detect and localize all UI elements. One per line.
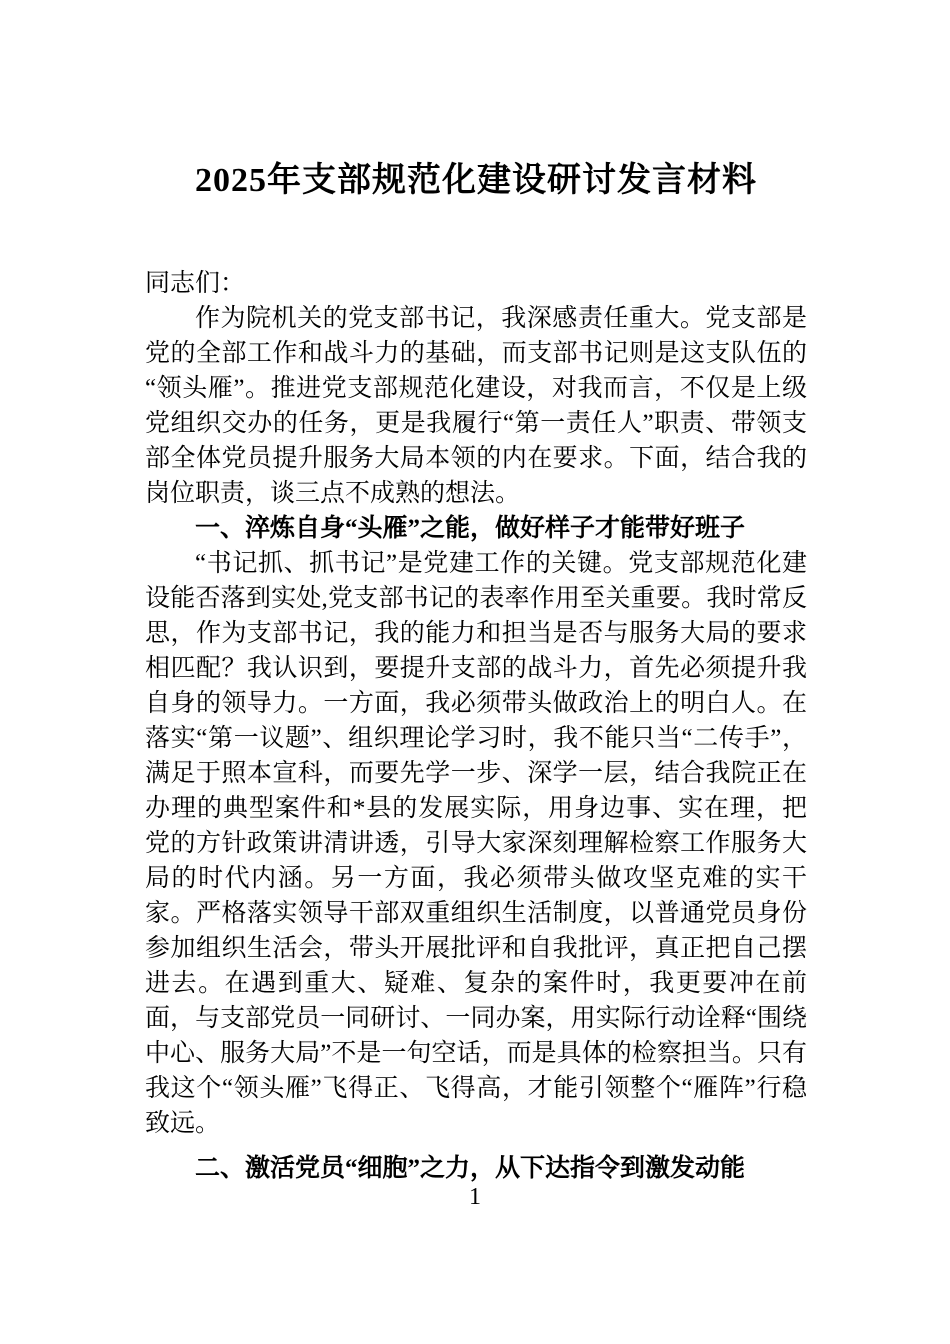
- page-number: 1: [469, 1184, 481, 1210]
- section-heading-2: 二、激活党员“细胞”之力，从下达指令到激发动能: [195, 1155, 746, 1182]
- paragraph-intro: 作为院机关的党支部书记，我深感责任重大。党支部是党的全部工作和战斗力的基础，而支部书记则是这支队伍的“领头雁”。推进党支部规范化建设，对我而言，不仅是上级党组织交办的任务，更是我履行“第一责任人”职责、带领支部全体党员提升服务大局本领的内在要求。下面，结合我的岗位职责，谈三点不成熟的想法。: [145, 305, 807, 507]
- paragraph-section-1-body: “书记抓、抓书记”是党建工作的关键。党支部规范化建设能否落到实处,党支部书记的表率作用至关重要。我时常反思，作为支部书记，我的能力和担当是否与服务大局的要求相匹配？我认识到，要提升支部的战斗力，首先必须提升我自身的领导力。一方面，我必须带头做政治上的明白人。在落实“第一议题”、组织理论学习时，我不能只当“二传手”，满足于照本宣科，而要先学一步、深学一层，结合我院正在办理的典型案件和*县的发展实际，用身边事、实在理，把党的方针政策讲清讲透，引导大家深刻理解检察工作服务大局的时代内涵。另一方面，我必须带头做攻坚克难的实干家。严格落实领导干部双重组织生活制度，以普通党员身份参加组织生活会，带头开展批评和自我批评，真正把自己摆进去。在遇到重大、疑难、复杂的案件时，我更要冲在前面，与支部党员一同研讨、一同办案，用实际行动诠释“围绕中心、服务大局”不是一句空话，而是具体的检察担当。只有我这个“领头雁”飞得正、飞得高，才能引领整个“雁阵”行稳致远。: [145, 550, 807, 1137]
- document-title: 2025年支部规范化建设研讨发言材料: [195, 162, 757, 199]
- section-heading-1: 一、淬炼自身“头雁”之能，做好样子才能带好班子: [195, 515, 746, 542]
- salutation: 同志们：: [145, 270, 246, 297]
